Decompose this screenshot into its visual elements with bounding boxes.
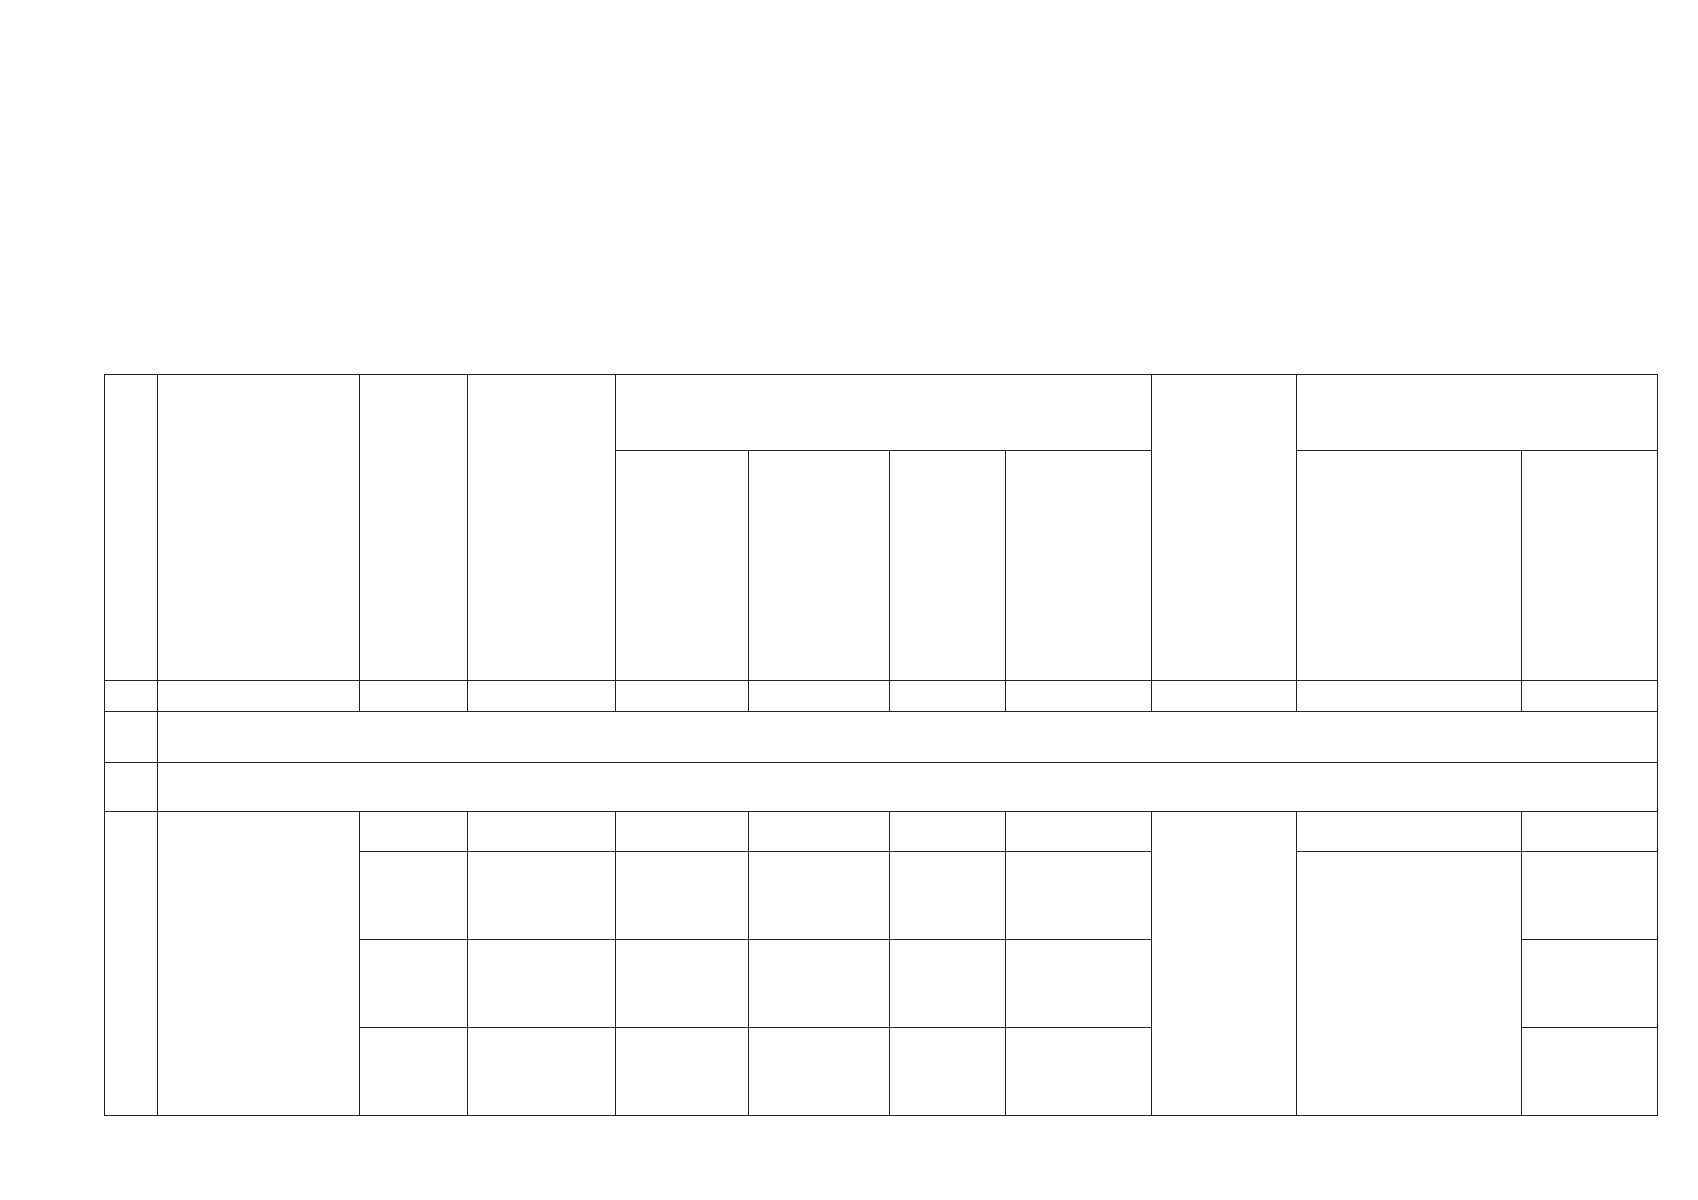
col-number-1 bbox=[105, 681, 158, 712]
header-local bbox=[890, 451, 1006, 681]
header-num bbox=[105, 375, 158, 681]
col-number-11 bbox=[1522, 681, 1658, 712]
task-num bbox=[105, 763, 158, 812]
header-volume bbox=[468, 375, 616, 681]
row-volume bbox=[468, 1028, 616, 1116]
col-number-2 bbox=[158, 681, 360, 712]
row-local bbox=[890, 852, 1006, 940]
row-term bbox=[360, 812, 468, 852]
row-regional bbox=[749, 852, 890, 940]
col-number-7 bbox=[890, 681, 1006, 712]
indicator-values-2026 bbox=[1522, 1028, 1658, 1116]
indicator-name bbox=[1297, 852, 1522, 1116]
row-volume bbox=[468, 812, 616, 852]
row-volume bbox=[468, 940, 616, 1028]
header-including bbox=[616, 375, 1152, 451]
header-term bbox=[360, 375, 468, 681]
header-ind-values bbox=[1522, 451, 1658, 681]
header-participant bbox=[1152, 375, 1297, 681]
row-local bbox=[890, 940, 1006, 1028]
indicator-values-2025 bbox=[1522, 940, 1658, 1028]
complex-name bbox=[158, 812, 360, 1116]
total-ind-value bbox=[1522, 812, 1658, 852]
row-term bbox=[360, 940, 468, 1028]
row-extra bbox=[1006, 852, 1152, 940]
row-term bbox=[360, 852, 468, 940]
total-ind-name bbox=[1297, 812, 1522, 852]
col-number-5 bbox=[616, 681, 749, 712]
subprogram-num-cell bbox=[105, 712, 158, 763]
indicator-values-2024 bbox=[1522, 852, 1658, 940]
task-text bbox=[158, 763, 1658, 812]
col-number-8 bbox=[1006, 681, 1152, 712]
col-number-6 bbox=[749, 681, 890, 712]
row-regional bbox=[749, 1028, 890, 1116]
col-number-9 bbox=[1152, 681, 1297, 712]
row-regional bbox=[749, 812, 890, 852]
row-federal bbox=[616, 940, 749, 1028]
row-extra bbox=[1006, 812, 1152, 852]
row-federal bbox=[616, 812, 749, 852]
header-ind-name bbox=[1297, 451, 1522, 681]
row-federal bbox=[616, 1028, 749, 1116]
complex-participant bbox=[1152, 812, 1297, 1116]
row-local bbox=[890, 1028, 1006, 1116]
program-table bbox=[104, 374, 1658, 1116]
col-number-3 bbox=[360, 681, 468, 712]
complex-num bbox=[105, 812, 158, 1116]
row-local bbox=[890, 812, 1006, 852]
col-number-4 bbox=[468, 681, 616, 712]
header-extra bbox=[1006, 451, 1152, 681]
subprogram-title bbox=[158, 712, 1658, 763]
row-regional bbox=[749, 940, 890, 1028]
row-extra bbox=[1006, 940, 1152, 1028]
col-number-10 bbox=[1297, 681, 1522, 712]
row-federal bbox=[616, 852, 749, 940]
row-term bbox=[360, 1028, 468, 1116]
header-name bbox=[158, 375, 360, 681]
header-indicators-top bbox=[1297, 375, 1658, 451]
row-extra bbox=[1006, 1028, 1152, 1116]
header-regional bbox=[749, 451, 890, 681]
header-federal bbox=[616, 451, 749, 681]
row-volume bbox=[468, 852, 616, 940]
